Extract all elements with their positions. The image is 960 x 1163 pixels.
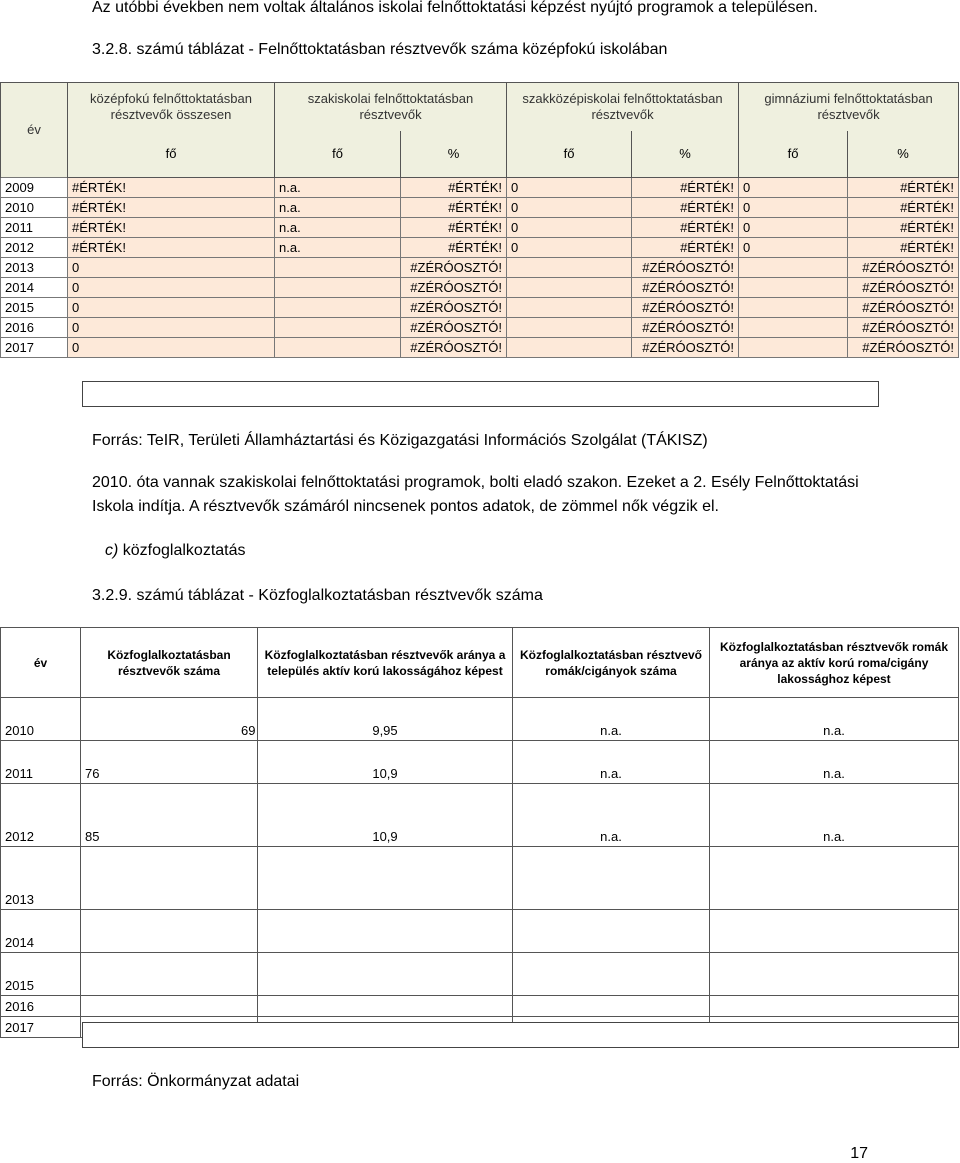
table-cell: [739, 318, 848, 338]
table-cell: #ÉRTÉK!: [632, 198, 739, 218]
table-cell: #ZÉRÓOSZTÓ!: [401, 338, 507, 358]
table-cell: 0: [739, 198, 848, 218]
table-row: [1, 953, 959, 996]
table-cell: #ZÉRÓOSZTÓ!: [632, 338, 739, 358]
table-cell: #ZÉRÓOSZTÓ!: [848, 298, 959, 318]
subsection-title: közfoglalkoztatás: [122, 542, 246, 559]
table-cell: #ZÉRÓOSZTÓ!: [632, 318, 739, 338]
header-participants: Közfoglalkoztatásban résztvevők száma: [81, 628, 258, 698]
table-row: [1, 298, 959, 318]
table-cell: [507, 258, 632, 278]
table-cell: #ZÉRÓOSZTÓ!: [401, 278, 507, 298]
table-cell: [275, 338, 401, 358]
table-cell: 0: [68, 318, 275, 338]
table-cell: n.a.: [275, 198, 401, 218]
table-cell: [739, 258, 848, 278]
table-row: [1, 338, 959, 358]
row-year: 2013: [1, 847, 81, 910]
row-year: 2015: [1, 953, 81, 996]
table-row: [1, 910, 959, 953]
table-cell: #ÉRTÉK!: [68, 178, 275, 198]
table-row: [1, 741, 959, 784]
header-roma-participants: Közfoglalkoztatásban résztvevő romák/cigányok száma: [513, 628, 710, 698]
table-cell: #ÉRTÉK!: [401, 218, 507, 238]
table-cell: #ÉRTÉK!: [68, 238, 275, 258]
table-cell: #ÉRTÉK!: [68, 198, 275, 218]
table-cell: [258, 847, 513, 910]
table-cell: 0: [507, 178, 632, 198]
table-cell: [507, 278, 632, 298]
table-cell: n.a.: [275, 218, 401, 238]
table-row: [1, 784, 959, 847]
row-year: 2012: [1, 238, 68, 258]
table-cell: [739, 338, 848, 358]
row-year: 2010: [1, 198, 68, 218]
unit-cell: fő: [68, 131, 275, 178]
table-row: [1, 218, 959, 238]
table-cell: [710, 953, 959, 996]
header-total: középfokú felnőttoktatásban résztvevők összesen: [68, 83, 275, 131]
table-row: [1, 198, 959, 218]
public-work-table: [0, 627, 959, 1038]
row-year: 2011: [1, 218, 68, 238]
table-cell: #ZÉRÓOSZTÓ!: [848, 258, 959, 278]
row-year: 2016: [1, 318, 68, 338]
table-row: [1, 258, 959, 278]
page-number: 17: [850, 1145, 868, 1162]
table-cell: 0: [507, 218, 632, 238]
table-cell: #ÉRTÉK!: [632, 218, 739, 238]
header-grammar: gimnáziumi felnőttoktatásban résztvevők: [739, 83, 959, 131]
table-cell: [81, 996, 258, 1017]
table-cell: 0: [739, 238, 848, 258]
table-cell: [275, 278, 401, 298]
table-row: [1, 698, 959, 741]
table-cell: [513, 910, 710, 953]
subsection-marker: c): [105, 542, 119, 559]
table-cell: 85: [81, 784, 258, 847]
header-year: év: [1, 628, 81, 698]
source-note-2: Forrás: Önkormányzat adatai: [92, 1073, 300, 1090]
table-cell: #ÉRTÉK!: [632, 178, 739, 198]
unit-cell: %: [848, 131, 959, 178]
table-cell: #ZÉRÓOSZTÓ!: [401, 298, 507, 318]
unit-cell: fő: [275, 131, 401, 178]
subsection-heading: [105, 541, 246, 561]
table-cell: 10,9: [258, 741, 513, 784]
table-cell: [81, 847, 258, 910]
table-cell: 69: [81, 698, 258, 741]
table-cell: [739, 278, 848, 298]
table-cell: #ÉRTÉK!: [848, 238, 959, 258]
table-cell: #ÉRTÉK!: [401, 238, 507, 258]
source-note-1: Forrás: TeIR, Területi Államháztartási és Közigazgatási Információs Szolgálat (TÁKISZ): [92, 432, 708, 449]
row-year: 2016: [1, 996, 81, 1017]
table-cell: [513, 996, 710, 1017]
table-cell: 0: [68, 258, 275, 278]
table2-caption: 3.2.9. számú táblázat - Közfoglalkoztatásban résztvevők száma: [92, 587, 543, 604]
table-cell: #ZÉRÓOSZTÓ!: [848, 318, 959, 338]
table-cell: [258, 910, 513, 953]
table-cell: #ÉRTÉK!: [68, 218, 275, 238]
table-cell: 9,95: [258, 698, 513, 741]
table-cell: #ÉRTÉK!: [632, 238, 739, 258]
table-cell: 0: [68, 338, 275, 358]
header-participant-ratio: Közfoglalkoztatásban résztvevők aránya a település aktív korú lakosságához képest: [258, 628, 513, 698]
table1-caption: 3.2.8. számú táblázat - Felnőttoktatásban résztvevők száma középfokú iskolában: [92, 41, 668, 58]
table-cell: 0: [507, 198, 632, 218]
table-cell: #ZÉRÓOSZTÓ!: [632, 298, 739, 318]
table-cell: [513, 953, 710, 996]
table-row: [1, 847, 959, 910]
table-cell: [710, 910, 959, 953]
unit-cell: fő: [739, 131, 848, 178]
table-cell: n.a.: [513, 698, 710, 741]
table-cell: [275, 258, 401, 278]
table-row: [1, 318, 959, 338]
table-cell: #ÉRTÉK!: [848, 198, 959, 218]
header-vocational: szakiskolai felnőttoktatásban résztvevők: [275, 83, 507, 131]
table-cell: 0: [68, 298, 275, 318]
table-cell: #ÉRTÉK!: [848, 218, 959, 238]
unit-cell: %: [401, 131, 507, 178]
table-cell: [275, 318, 401, 338]
table-cell: [513, 847, 710, 910]
table-cell: #ZÉRÓOSZTÓ!: [632, 258, 739, 278]
table-cell: [507, 318, 632, 338]
table-cell: [710, 847, 959, 910]
unit-cell: fő: [507, 131, 632, 178]
table-cell: [710, 996, 959, 1017]
table-cell: n.a.: [513, 741, 710, 784]
header-technical: szakközépiskolai felnőttoktatásban résztvevők: [507, 83, 739, 131]
row-year: 2009: [1, 178, 68, 198]
row-year: 2017: [1, 338, 68, 358]
table-cell: n.a.: [275, 238, 401, 258]
table-cell: [81, 953, 258, 996]
table-cell: n.a.: [710, 741, 959, 784]
row-year: 2017: [1, 1017, 81, 1038]
empty-note-box: [82, 1022, 959, 1048]
row-year: 2015: [1, 298, 68, 318]
table-cell: [507, 298, 632, 318]
table-row: [1, 996, 959, 1017]
header-roma-ratio: Közfoglalkoztatásban résztvevők romák aránya az aktív korú roma/cigány lakossághoz képest: [710, 628, 959, 698]
table-cell: 0: [739, 178, 848, 198]
table-cell: [275, 298, 401, 318]
row-year: 2010: [1, 698, 81, 741]
table-cell: n.a.: [275, 178, 401, 198]
table-cell: n.a.: [710, 784, 959, 847]
intro-line: Az utóbbi években nem voltak általános iskolai felnőttoktatási képzést nyújtó programok a településen.: [92, 0, 818, 16]
adult-education-table: [0, 82, 959, 358]
table-cell: #ZÉRÓOSZTÓ!: [848, 338, 959, 358]
table-cell: 0: [507, 238, 632, 258]
row-year: 2011: [1, 741, 81, 784]
unit-cell: %: [632, 131, 739, 178]
empty-note-box: [82, 381, 879, 407]
table-cell: #ZÉRÓOSZTÓ!: [401, 258, 507, 278]
table-cell: 0: [739, 218, 848, 238]
table-cell: [507, 338, 632, 358]
table-row: [1, 178, 959, 198]
table-cell: #ZÉRÓOSZTÓ!: [632, 278, 739, 298]
table-cell: [258, 996, 513, 1017]
table-cell: #ÉRTÉK!: [401, 198, 507, 218]
table-cell: #ÉRTÉK!: [848, 178, 959, 198]
table-cell: [739, 298, 848, 318]
table-cell: 76: [81, 741, 258, 784]
table-cell: n.a.: [710, 698, 959, 741]
table-cell: [258, 953, 513, 996]
table-cell: #ÉRTÉK!: [401, 178, 507, 198]
table-cell: n.a.: [513, 784, 710, 847]
table-row: [1, 278, 959, 298]
table-cell: 10,9: [258, 784, 513, 847]
table-row: [1, 238, 959, 258]
row-year: 2014: [1, 910, 81, 953]
table-cell: #ZÉRÓOSZTÓ!: [848, 278, 959, 298]
row-year: 2013: [1, 258, 68, 278]
body-paragraph: 2010. óta vannak szakiskolai felnőttoktatási programok, bolti eladó szakon. Ezeket a 2. Esély Felnőttoktatási Iskola indítja. A résztvevők számáról nincsenek pontos adatok, de zömmel nők végzik el.: [92, 474, 859, 515]
header-year: év: [1, 83, 68, 178]
table-cell: [81, 910, 258, 953]
table-cell: #ZÉRÓOSZTÓ!: [401, 318, 507, 338]
row-year: 2014: [1, 278, 68, 298]
table-cell: 0: [68, 278, 275, 298]
row-year: 2012: [1, 784, 81, 847]
